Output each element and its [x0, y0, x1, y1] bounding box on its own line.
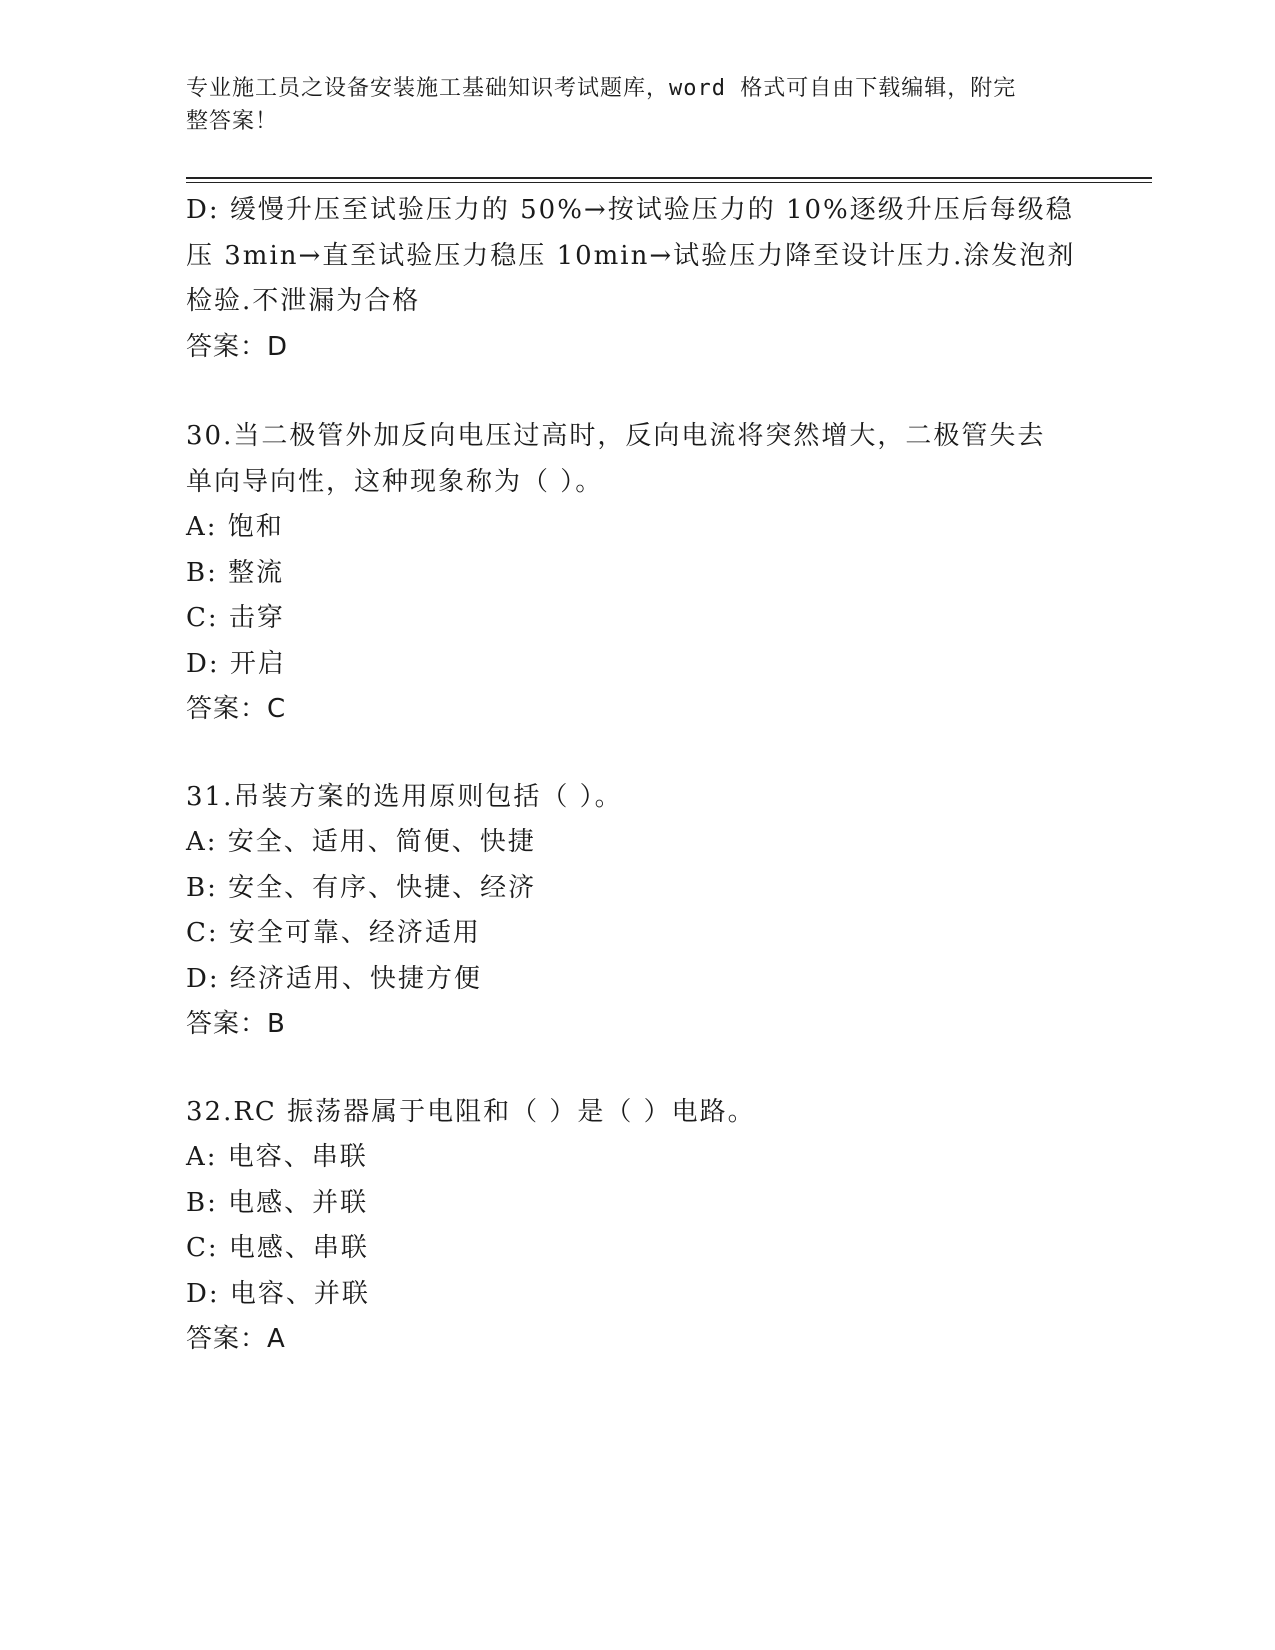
previous-question-tail — [186, 188, 1086, 370]
option-d: D: 开启 — [186, 648, 286, 679]
option-a: A: 电容、串联 — [186, 1142, 368, 1172]
answer-line: 答案：D — [186, 331, 289, 362]
question-31 — [186, 775, 1086, 1048]
header-line-1: 专业施工员之设备安装施工基础知识考试题库，word 格式可自由下载编辑，附完 — [186, 76, 1017, 101]
answer-line: 答案：B — [186, 1009, 286, 1039]
option-c: C: 安全可靠、经济适用 — [186, 918, 481, 948]
question-32 — [186, 1090, 1086, 1363]
question-content — [186, 188, 1086, 1363]
option-d: D: 电容、并联 — [186, 1278, 370, 1309]
option-b: B: 整流 — [186, 557, 285, 588]
option-c: C: 击穿 — [186, 603, 285, 633]
header-line-2: 整答案！ — [186, 109, 279, 134]
option-a: A: 饱和 — [186, 512, 284, 542]
document-header — [186, 72, 1066, 138]
option-d-line-2: 压 3min→直至试验压力稳压 10min→试验压力降至设计压力.涂发泡剂 — [186, 240, 1076, 271]
question-30 — [186, 414, 1086, 733]
option-b: B: 安全、有序、快捷、经济 — [186, 872, 537, 903]
option-b: B: 电感、并联 — [186, 1187, 369, 1218]
question-stem: 31.吊装方案的选用原则包括（ ）。 — [186, 781, 623, 812]
option-c: C: 电感、串联 — [186, 1233, 369, 1263]
header-divider-thin — [186, 182, 1152, 183]
header-divider-thick — [186, 177, 1152, 179]
answer-line: 答案：A — [186, 1324, 286, 1354]
question-stem: 30.当二极管外加反向电压过高时，反向电流将突然增大，二极管失去 — [186, 421, 1046, 451]
option-d-line-3: 检验.不泄漏为合格 — [186, 286, 421, 316]
answer-line: 答案：C — [186, 694, 287, 724]
option-d-line-1: D: 缓慢升压至试验压力的 50%→按试验压力的 10%逐级升压后每级稳 — [186, 195, 1074, 225]
question-stem: 32.RC 振荡器属于电阻和（ ）是（ ）电路。 — [186, 1096, 756, 1127]
option-d: D: 经济适用、快捷方便 — [186, 963, 482, 994]
option-a: A: 安全、适用、简便、快捷 — [186, 827, 536, 857]
question-stem: 单向导向性，这种现象称为（ ）。 — [186, 466, 604, 497]
